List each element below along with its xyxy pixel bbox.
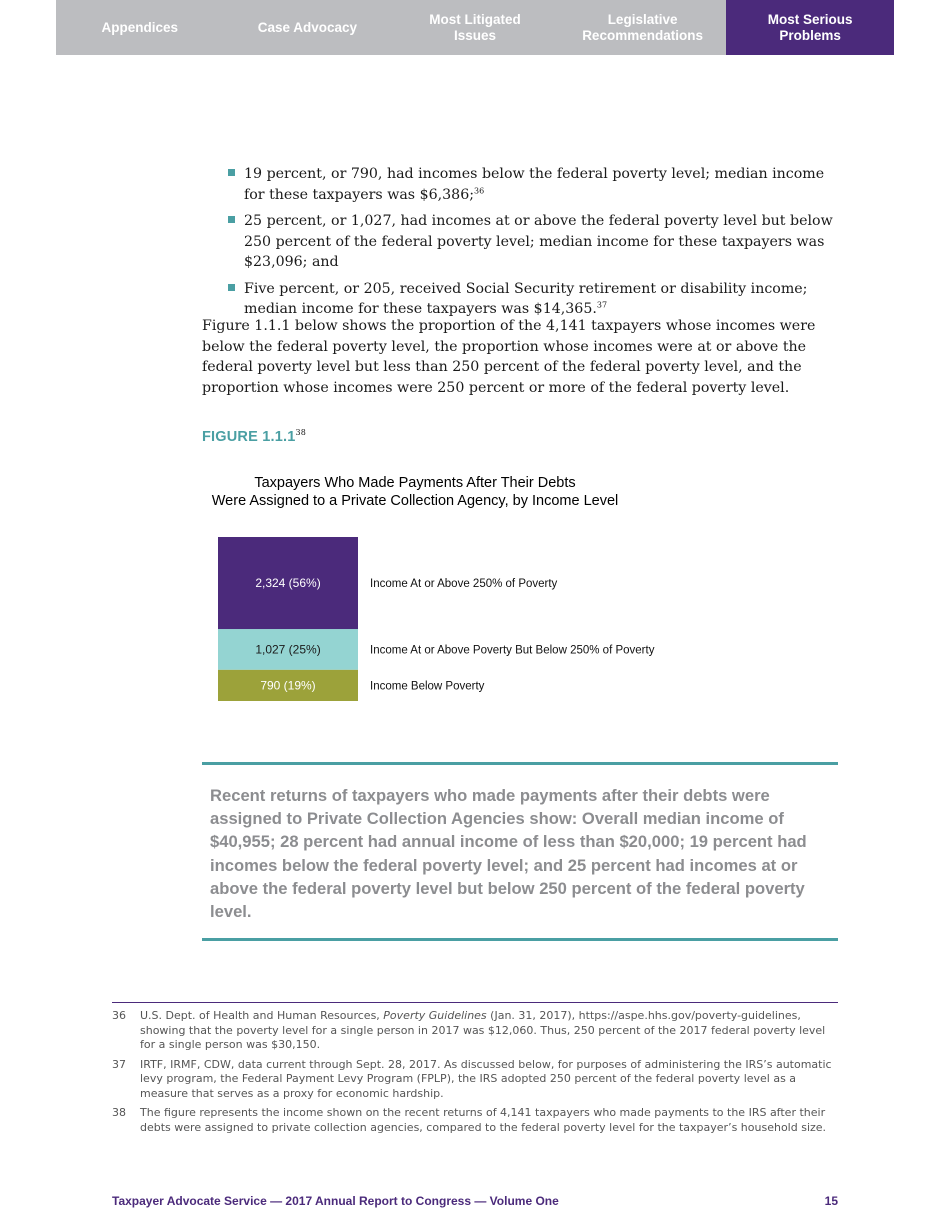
page-number: 15 xyxy=(824,1194,838,1208)
tab-most-serious-problems[interactable]: Most Serious Problems xyxy=(726,0,894,55)
bullet-text: Five percent, or 205, received Social Security retirement or disability income; median income for these taxpayers was $14,365. xyxy=(244,280,808,317)
data-label-income-below-poverty: 790 (19%) xyxy=(260,678,316,693)
footer-title: Taxpayer Advocate Service — 2017 Annual Report to Congress — Volume One xyxy=(112,1194,559,1208)
footnote-italic-title: Poverty Guidelines xyxy=(383,1009,487,1022)
footnote-ref[interactable]: 36 xyxy=(474,185,485,195)
chart-title-line: Were Assigned to a Private Collection Agency, by Income Level xyxy=(211,493,619,509)
bullet-text: 19 percent, or 790, had incomes below the federal poverty level; median income for these taxpayers was $6,386; xyxy=(244,166,825,203)
tab-appendices[interactable]: Appendices xyxy=(56,0,224,55)
tab-most-litigated-issues[interactable]: Most Litigated Issues xyxy=(391,0,559,55)
footnote-number: 36 xyxy=(112,1009,126,1022)
chart-title-line: Taxpayers Who Made Payments After Their Debts xyxy=(254,475,576,491)
footnote-ref[interactable]: 38 xyxy=(295,428,307,438)
page-footer xyxy=(112,1194,838,1208)
footnote-number: 37 xyxy=(112,1057,126,1071)
figure-number: FIGURE 1.1.1 xyxy=(202,429,296,445)
data-label-income-at-or-above-250-of-poverty: 2,324 (56%) xyxy=(255,576,321,591)
category-label-income-at-or-above-poverty-but-below-250-of-poverty: Income At or Above Poverty But Below 250% of Poverty xyxy=(370,644,655,657)
body-paragraph: Figure 1.1.1 below shows the proportion of the 4,141 taxpayers whose incomes were below the federal poverty level, the proportion whose incomes were at or above the federal poverty level but less than 250 percent of the federal poverty level, and the proportion whose incomes were 250 percent or more of the federal poverty level. xyxy=(202,318,816,396)
category-label-income-at-or-above-250-of-poverty: Income At or Above 250% of Poverty xyxy=(370,578,558,591)
callout-text: Recent returns of taxpayers who made payments after their debts were assigned to Private Collection Agencies show: Overall median income of $40,955; 28 percent had annual income of less than $20,000; 19 percent had incomes below the federal poverty level; and 25 percent had incomes at or above the federal poverty level but below 250 percent of the federal poverty level. xyxy=(210,786,807,922)
footnotes xyxy=(112,1009,838,1140)
footnote-ref[interactable]: 37 xyxy=(596,300,608,310)
category-label-income-below-poverty: Income Below Poverty xyxy=(370,680,485,693)
footnote xyxy=(112,1106,838,1135)
footnote-divider xyxy=(112,1002,838,1003)
callout-box xyxy=(202,762,838,941)
footnote-text-part: U.S. Dept. of Health and Human Resources, xyxy=(140,1009,384,1022)
footnote xyxy=(112,1058,838,1102)
tab-case-advocacy[interactable]: Case Advocacy xyxy=(224,0,392,55)
data-label-income-at-or-above-poverty-but-below-250-of-poverty: 1,027 (25%) xyxy=(255,642,321,657)
footnote-text: The figure represents the income shown on the recent returns of 4,141 taxpayers who made payments to the IRS after their debts were assigned to private collection agencies, compared to the federal poverty level for the taxpayer’s household size. xyxy=(140,1106,827,1134)
footnote-text-part: (Jan. 31, 2017), https://aspe.hhs.gov/poverty-guidelines, showing that the poverty level for a single person in 2017 was $12,060. Thus, 250 percent of the 2017 federal poverty level for a single person was $30,150. xyxy=(140,1009,826,1051)
tab-legislative-recommendations[interactable]: Legislative Recommendations xyxy=(559,0,727,55)
bullet-text: 25 percent, or 1,027, had incomes at or above the federal poverty level but below 250 percent of the federal poverty level; median income for these taxpayers was $23,096; and xyxy=(244,213,833,270)
footnote-text: IRTF, IRMF, CDW, data current through Sept. 28, 2017. As discussed below, for purposes of administering the IRS’s automatic levy program, the Federal Payment Levy Program (FPLP), the IRS adopted 250 percent of the federal poverty level as a measure that serves as a proxy for economic hardship. xyxy=(140,1057,832,1100)
footnote-number: 38 xyxy=(112,1106,126,1119)
footnote xyxy=(112,1009,838,1053)
footnote-text xyxy=(140,1009,838,1053)
